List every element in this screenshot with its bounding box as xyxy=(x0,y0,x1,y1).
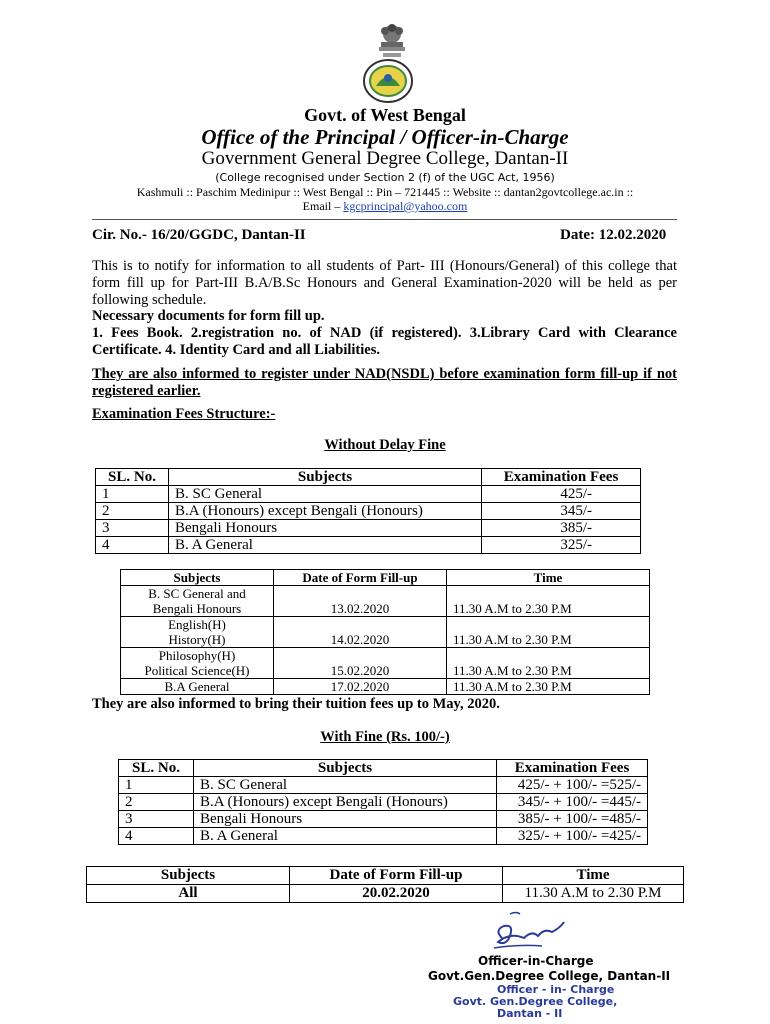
tuition-note: They are also informed to bring their tuition fees up to May, 2020. xyxy=(92,696,500,712)
fine-schedule-cell-subject: All xyxy=(87,885,290,903)
schedule-header-subjects: Subjects xyxy=(121,570,274,586)
state-emblem-icon xyxy=(373,22,411,62)
schedule-header-time: Time xyxy=(447,570,650,586)
fine-cell-sl: 2 xyxy=(119,794,194,811)
address-line: Kashmuli :: Paschim Medinipur :: West Bengal :: Pin – 721445 :: Website :: dantan2govtcollege.ac.in :: xyxy=(136,185,634,199)
fine-cell-sl: 3 xyxy=(119,811,194,828)
schedule-cell-time: 11.30 A.M to 2.30 P.M xyxy=(447,617,650,648)
handwritten-signature xyxy=(480,908,570,956)
docs-heading: Necessary documents for form fill up. xyxy=(92,308,325,324)
fees-cell-amount: 385/- xyxy=(482,520,641,537)
fine-cell-amount: 385/- + 100/- =485/- xyxy=(497,811,648,828)
fine-cell-subject: B. SC General xyxy=(194,777,497,794)
fees-cell-subject: B. A General xyxy=(169,537,482,554)
fine-cell-subject: B.A (Honours) except Bengali (Honours) xyxy=(194,794,497,811)
fees-heading: Examination Fees Structure:- xyxy=(92,406,276,422)
fine-cell-amount: 345/- + 100/- =445/- xyxy=(497,794,648,811)
docs-list: 1. Fees Book. 2.registration no. of NAD (if registered). 3.Library Card with Clearance Certificate. 4. Identity Card and all Liabilities. xyxy=(92,325,677,358)
table-row xyxy=(96,469,641,486)
fine-header-fees: Examination Fees xyxy=(497,760,648,777)
schedule-cell-subject: B. SC General and Bengali Honours xyxy=(121,586,274,617)
table-row xyxy=(119,794,648,811)
fees-cell-subject: B.A (Honours) except Bengali (Honours) xyxy=(169,503,482,520)
fine-schedule-header-date: Date of Form Fill-up xyxy=(290,867,503,885)
table-row xyxy=(87,867,684,885)
circular-date: Date: 12.02.2020 xyxy=(560,227,667,243)
fine-schedule-cell-date: 20.02.2020 xyxy=(290,885,503,903)
fine-cell-subject: Bengali Honours xyxy=(194,811,497,828)
fees-cell-sl: 4 xyxy=(96,537,169,554)
fees-header-sl: SL. No. xyxy=(96,469,169,486)
stamp-line-3: Dantan - II xyxy=(497,1007,563,1020)
fine-header-sl: SL. No. xyxy=(119,760,194,777)
table-row xyxy=(119,811,648,828)
table-row xyxy=(87,885,684,903)
fine-cell-sl: 1 xyxy=(119,777,194,794)
email-label: Email – xyxy=(302,199,344,213)
office-title: Office of the Principal / Officer-in-Charge xyxy=(201,125,569,149)
intro-paragraph: This is to notify for information to all students of Part- III (Honours/General) of this college that form fill up for Part-III B.A/B.Sc Honours and General Examination-2020 will be held as per following schedule. xyxy=(92,258,677,308)
fine-cell-sl: 4 xyxy=(119,828,194,845)
schedule-table xyxy=(120,569,650,695)
with-fine-heading: With Fine (Rs. 100/-) xyxy=(320,729,450,745)
schedule-cell-time: 11.30 A.M to 2.30 P.M xyxy=(447,648,650,679)
college-name: Government General Degree College, Dantan-II xyxy=(201,148,569,169)
table-row xyxy=(119,828,648,845)
fees-cell-amount: 345/- xyxy=(482,503,641,520)
fine-schedule-header-time: Time xyxy=(503,867,684,885)
table-row xyxy=(121,679,650,695)
college-seal-icon xyxy=(362,58,414,104)
table-row xyxy=(96,537,641,554)
fees-cell-sl: 2 xyxy=(96,503,169,520)
fees-header-subjects: Subjects xyxy=(169,469,482,486)
fees-cell-amount: 425/- xyxy=(482,486,641,503)
fine-cell-amount: 325/- + 100/- =425/- xyxy=(497,828,648,845)
email-line xyxy=(0,199,770,214)
schedule-cell-date: 14.02.2020 xyxy=(274,617,447,648)
table-row xyxy=(119,777,648,794)
schedule-cell-subject: English(H) History(H) xyxy=(121,617,274,648)
fees-cell-sl: 1 xyxy=(96,486,169,503)
table-row xyxy=(121,570,650,586)
stamp-line-2: Govt. Gen.Degree College, xyxy=(453,995,618,1008)
schedule-cell-time: 11.30 A.M to 2.30 P.M xyxy=(447,679,650,695)
fine-schedule-table xyxy=(86,866,684,903)
table-row xyxy=(121,586,650,617)
recognition-line: (College recognised under Section 2 (f) of the UGC Act, 1956) xyxy=(215,171,555,184)
table-row xyxy=(121,648,650,679)
table-row xyxy=(96,520,641,537)
govt-title: Govt. of West Bengal xyxy=(304,105,466,125)
schedule-header-date: Date of Form Fill-up xyxy=(274,570,447,586)
schedule-cell-date: 13.02.2020 xyxy=(274,586,447,617)
without-fine-heading: Without Delay Fine xyxy=(324,437,446,453)
fine-cell-subject: B. A General xyxy=(194,828,497,845)
fees-cell-amount: 325/- xyxy=(482,537,641,554)
fine-header-subjects: Subjects xyxy=(194,760,497,777)
header-divider xyxy=(92,219,677,220)
table-row xyxy=(96,503,641,520)
table-row xyxy=(119,760,648,777)
schedule-cell-subject: Philosophy(H) Political Science(H) xyxy=(121,648,274,679)
schedule-cell-date: 17.02.2020 xyxy=(274,679,447,695)
fees-header-fees: Examination Fees xyxy=(482,469,641,486)
fees-cell-subject: B. SC General xyxy=(169,486,482,503)
fine-fees-table xyxy=(118,759,648,845)
nad-note: They are also informed to register under NAD(NSDL) before examination form fill-up if not registered earlier. xyxy=(92,366,677,399)
signature-title: Officer-in-Charge xyxy=(478,954,594,968)
circular-number: Cir. No.- 16/20/GGDC, Dantan-II xyxy=(92,227,306,243)
fine-cell-amount: 425/- + 100/- =525/- xyxy=(497,777,648,794)
fees-cell-subject: Bengali Honours xyxy=(169,520,482,537)
schedule-cell-time: 11.30 A.M to 2.30 P.M xyxy=(447,586,650,617)
schedule-cell-subject: B.A General xyxy=(121,679,274,695)
schedule-cell-date: 15.02.2020 xyxy=(274,648,447,679)
fees-cell-sl: 3 xyxy=(96,520,169,537)
table-row xyxy=(96,486,641,503)
table-row xyxy=(121,617,650,648)
signature-college: Govt.Gen.Degree College, Dantan-II xyxy=(428,969,671,983)
fine-schedule-header-subjects: Subjects xyxy=(87,867,290,885)
fees-table xyxy=(95,468,641,554)
email-link[interactable]: kgcprincipal@yahoo.com xyxy=(343,199,468,213)
stamp-line-1: Officer - in- Charge xyxy=(497,983,615,996)
fine-schedule-cell-time: 11.30 A.M to 2.30 P.M xyxy=(503,885,684,903)
